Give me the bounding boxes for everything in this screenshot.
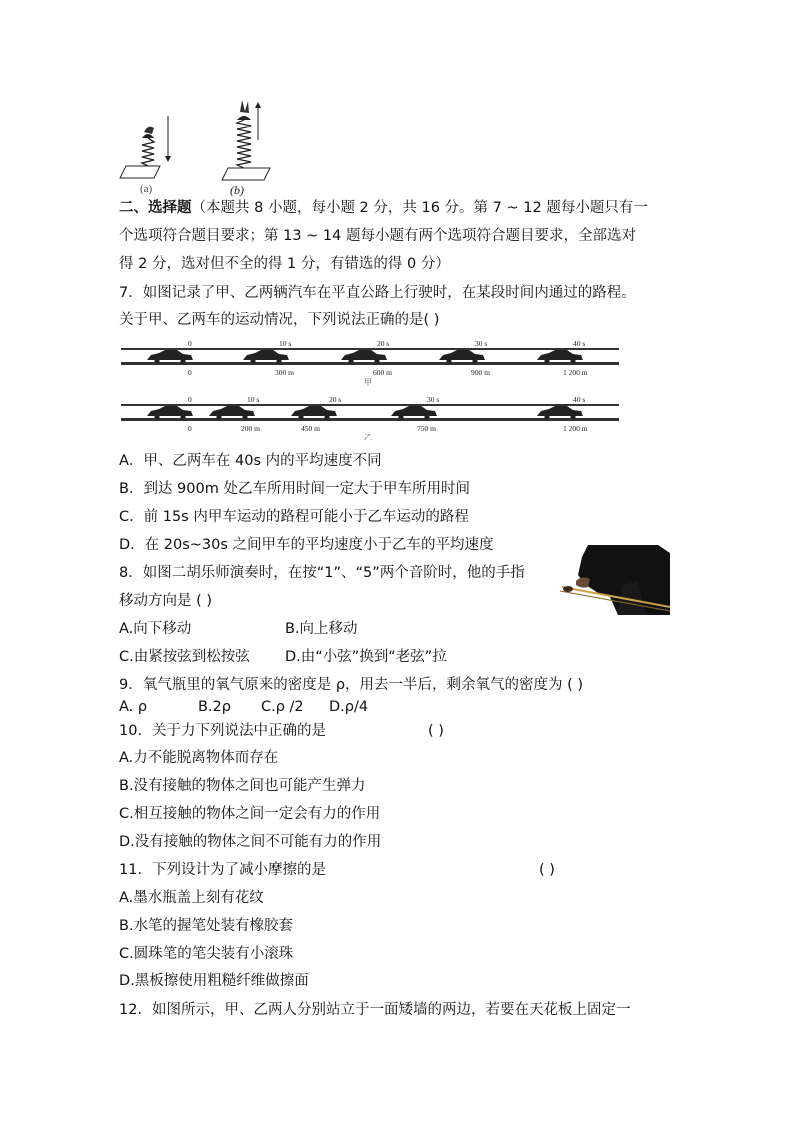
car-b [147, 406, 583, 420]
q10-option-a: A.力不能脱离物体而存在 [119, 750, 279, 766]
label-b: (b) [230, 183, 244, 197]
q9-stem [119, 675, 583, 695]
q11-option-c: C.圆珠笔的笔尖装有小滚珠 [119, 946, 294, 962]
q9-answer-blank: ( ) [567, 677, 584, 693]
label-a: (a) [140, 183, 153, 195]
q7-option-a: A．甲、乙两车在 40s 内的平均速度不同 [119, 453, 382, 469]
b-dist-750: 750 m [417, 424, 436, 433]
q11-stem-text: 11．下列设计为了减小摩擦的是 [119, 862, 326, 878]
q11-option-d: D.黑板擦使用粗糙纤维做擦面 [119, 973, 309, 989]
a-time-30: 30 s [475, 340, 488, 348]
q8-options-row-2 [119, 647, 447, 667]
a-dist-900: 900 m [471, 368, 490, 377]
a-time-40: 40 s [573, 340, 586, 348]
b-dist-450: 450 m [301, 424, 320, 433]
b-time-10: 10 s [247, 395, 260, 404]
q10-stem [119, 721, 444, 741]
q7-option-c: C．前 15s 内甲车运动的路程可能小于乙车运动的路程 [119, 509, 469, 525]
section-instructions-2: 个选项符合题目要求；第 13 ~ 14 题每小题有两个选项符合题目要求，全部选对 [119, 228, 636, 244]
car-b-label: 乙 [364, 433, 372, 440]
q8-option-c: C.由紧按弦到松按弦 [119, 649, 250, 665]
q9-option-c: C.ρ /2 [261, 699, 304, 715]
q7-answer-blank: ( ) [423, 312, 440, 328]
a-dist-600: 600 m [373, 368, 392, 377]
q7-option-b: B．到达 900m 处乙车所用时间一定大于甲车所用时间 [119, 481, 470, 497]
spring-a-figure [120, 116, 171, 195]
q9-stem-text: 9．氧气瓶里的氧气原来的密度是 ρ，用去一半后，剩余氧气的密度为 [119, 677, 563, 693]
spring-b-figure [222, 100, 270, 197]
a-dist-0: 0 [188, 368, 192, 377]
section-instructions-3: 得 2 分，选对但不全的得 1 分，有错选的得 0 分） [119, 256, 450, 272]
a-time-20: 20 s [377, 340, 390, 348]
q10-option-d: D.没有接触的物体之间不可能有力的作用 [119, 834, 382, 850]
b-time-20: 20 s [329, 395, 342, 404]
b-time-40: 40 s [573, 395, 586, 404]
q8-stem-1: 8．如图二胡乐师演奏时，在按“1”、“5”两个音阶时，他的手指 [119, 565, 525, 581]
b-time-30: 30 s [427, 395, 440, 404]
q7-stem-2 [119, 310, 439, 330]
q10-option-b: B.没有接触的物体之间也可能产生弹力 [119, 778, 366, 794]
q8-options-row-1 [119, 619, 358, 639]
q11-option-a: A.墨水瓶盖上刻有花纹 [119, 890, 264, 906]
q8-option-d: D.由“小弦”换到“老弦”拉 [285, 649, 447, 665]
b-dist-1200: 1 200 m [563, 424, 588, 433]
q8-option-a: A.向下移动 [119, 621, 192, 637]
section-2-line-1 [119, 198, 648, 218]
q10-answer-blank: ( ) [428, 723, 444, 739]
b-dist-200: 200 m [241, 424, 260, 433]
q11-answer-blank: ( ) [539, 862, 555, 878]
q7-stem-1: 7．如图记录了甲、乙两辆汽车在平直公路上行驶时，在某段时间内通过的路程。 [119, 285, 636, 301]
q10-option-c: C.相互接触的物体之间一定会有力的作用 [119, 806, 381, 822]
q7-option-d: D．在 20s~30s 之间甲车的平均速度小于乙车的平均速度 [119, 537, 494, 553]
erhu-player-figure [558, 545, 670, 615]
q9-option-d: D.ρ/4 [329, 699, 369, 715]
car-a [147, 350, 583, 364]
q9-option-b: B.2ρ [198, 699, 231, 715]
q11-stem [119, 860, 555, 880]
q12-stem: 12．如图所示，甲、乙两人分别站立于一面矮墙的两边，若要在天花板上固定一 [119, 1002, 631, 1018]
q8-option-b: B.向上移动 [285, 621, 358, 637]
b-dist-0: 0 [188, 424, 192, 433]
a-dist-1200: 1 200 m [563, 368, 588, 377]
q11-option-b: B.水笔的握笔处装有橡胶套 [119, 918, 294, 934]
b-time-0: 0 [188, 395, 192, 404]
a-time-0: 0 [188, 340, 192, 348]
q7-stem-2-text: 关于甲、乙两车的运动情况，下列说法正确的是 [119, 312, 424, 328]
car-a-label: 甲 [364, 378, 372, 387]
car-road-figure [119, 340, 621, 440]
q9-option-a: A. ρ [119, 699, 148, 715]
section-heading: 二、选择题 [119, 200, 192, 216]
spring-figure [118, 98, 278, 198]
q10-stem-text: 10．关于力下列说法中正确的是 [119, 723, 326, 739]
a-time-10: 10 s [279, 340, 292, 348]
section-instructions-1: （本题共 8 小题，每小题 2 分，共 16 分。第 7 ~ 12 题每小题只有一 [191, 200, 648, 216]
q9-options-row [119, 697, 369, 717]
q8-stem-2: 移动方向是 ( ) [119, 593, 213, 609]
a-dist-300: 300 m [275, 368, 294, 377]
